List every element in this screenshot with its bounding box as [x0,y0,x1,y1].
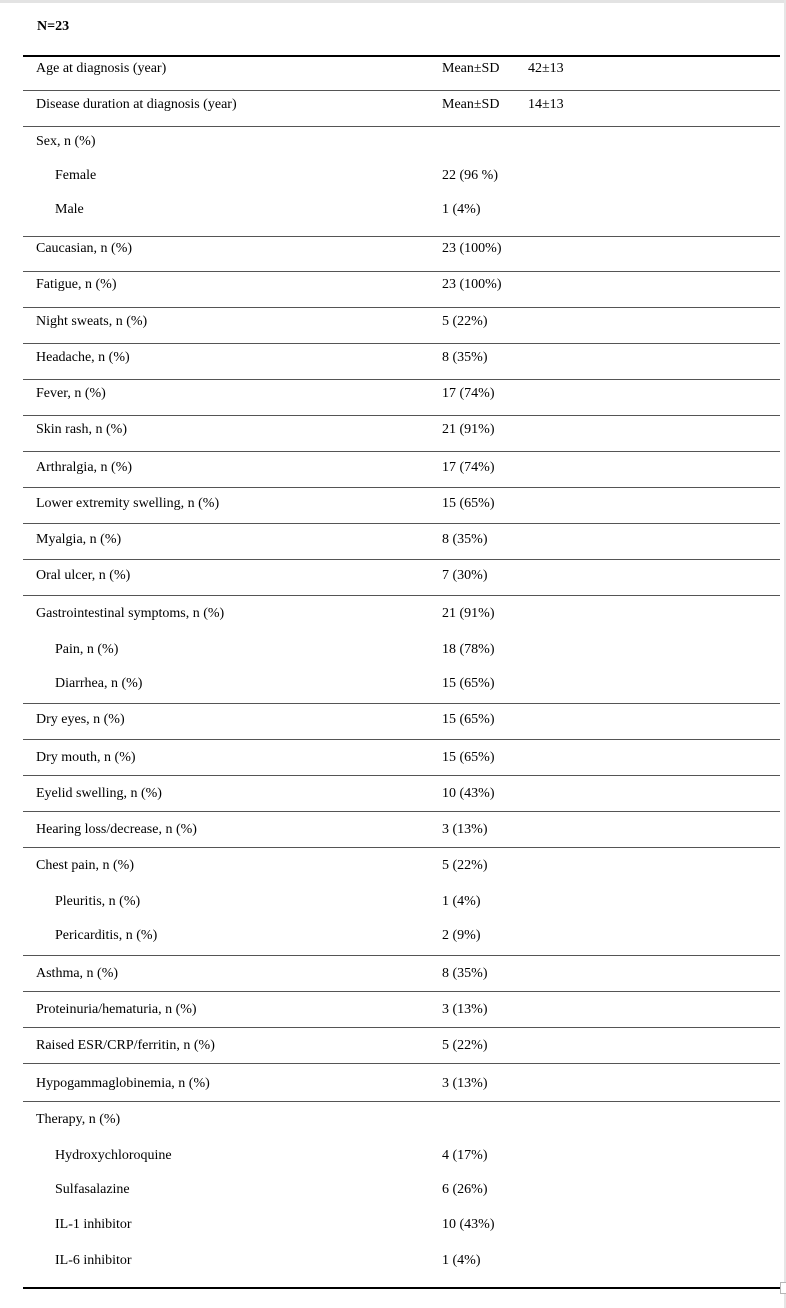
row-label: Raised ESR/CRP/ferritin, n (%) [36,1038,215,1053]
row-divider [23,739,780,740]
row-divider [23,307,780,308]
row-label: Dry eyes, n (%) [36,712,125,727]
row-divider [23,236,780,237]
row-value: 1 (4%) [442,202,481,217]
row-value: 8 (35%) [442,350,488,365]
row-value: 5 (22%) [442,858,488,873]
row-divider [23,343,780,344]
row-value: 1 (4%) [442,1253,481,1268]
table-bottom-rule [23,1287,780,1289]
row-label: IL-1 inhibitor [55,1217,132,1232]
row-value: 1 (4%) [442,894,481,909]
row-label: Eyelid swelling, n (%) [36,786,162,801]
row-label: Oral ulcer, n (%) [36,568,131,583]
row-label: Caucasian, n (%) [36,241,133,256]
row-value: 15 (65%) [442,712,495,727]
row-stat: Mean±SD [442,97,500,112]
row-divider [23,415,780,416]
row-label: Myalgia, n (%) [36,532,122,547]
row-value: 6 (26%) [442,1182,488,1197]
row-value: 15 (65%) [442,676,495,691]
row-label: Proteinuria/hematuria, n (%) [36,1002,197,1017]
row-label: Night sweats, n (%) [36,314,148,329]
row-label: Pleuritis, n (%) [55,894,141,909]
row-value: 23 (100%) [442,277,502,292]
row-divider [23,271,780,272]
row-divider [23,775,780,776]
row-value: 15 (65%) [442,496,495,511]
row-label: Pain, n (%) [55,642,119,657]
row-divider [23,1027,780,1028]
row-value: 10 (43%) [442,786,495,801]
row-value: 22 (96 %) [442,168,498,183]
row-value: 10 (43%) [442,1217,495,1232]
row-label: Disease duration at diagnosis (year) [36,97,237,112]
row-value: 3 (13%) [442,822,488,837]
row-label: Gastrointestinal symptoms, n (%) [36,606,225,621]
row-label: Arthralgia, n (%) [36,460,133,475]
row-value: 18 (78%) [442,642,495,657]
row-divider [23,379,780,380]
row-label: Fatigue, n (%) [36,277,117,292]
row-value: 3 (13%) [442,1002,488,1017]
row-label: Female [55,168,97,183]
row-value: 17 (74%) [442,386,495,401]
row-label: Hypogammaglobinemia, n (%) [36,1076,210,1091]
row-divider [23,811,780,812]
row-label: Asthma, n (%) [36,966,119,981]
row-divider [23,487,780,488]
row-label: Sex, n (%) [36,134,96,149]
row-label: Age at diagnosis (year) [36,61,167,76]
row-divider [23,1063,780,1064]
row-stat: Mean±SD [442,61,500,76]
row-divider [23,955,780,956]
row-value: 21 (91%) [442,606,495,621]
row-value: 3 (13%) [442,1076,488,1091]
row-value: 21 (91%) [442,422,495,437]
row-divider [23,1101,780,1102]
table-top-rule [23,55,780,57]
row-label: Fever, n (%) [36,386,106,401]
row-value: 2 (9%) [442,928,481,943]
row-value: 8 (35%) [442,966,488,981]
resize-handle-icon[interactable] [780,1282,786,1294]
row-divider [23,90,780,91]
row-divider [23,126,780,127]
row-label: Lower extremity swelling, n (%) [36,496,220,511]
row-divider [23,991,780,992]
row-divider [23,559,780,560]
row-label: Hydroxychloroquine [55,1148,172,1163]
row-label: Sulfasalazine [55,1182,130,1197]
row-label: Chest pain, n (%) [36,858,134,873]
row-value: 7 (30%) [442,568,488,583]
row-value: 42±13 [528,61,564,76]
row-value: 5 (22%) [442,314,488,329]
row-divider [23,595,780,596]
row-value: 8 (35%) [442,532,488,547]
row-label: Therapy, n (%) [36,1112,121,1127]
row-divider [23,451,780,452]
top-border [0,0,786,3]
row-value: 5 (22%) [442,1038,488,1053]
row-divider [23,847,780,848]
row-value: 23 (100%) [442,241,502,256]
row-value: 4 (17%) [442,1148,488,1163]
row-label: Male [55,202,84,217]
row-label: Diarrhea, n (%) [55,676,143,691]
table-title: N=23 [37,19,70,34]
row-divider [23,523,780,524]
row-label: Dry mouth, n (%) [36,750,136,765]
row-label: IL-6 inhibitor [55,1253,132,1268]
row-value: 17 (74%) [442,460,495,475]
row-label: Headache, n (%) [36,350,130,365]
row-value: 14±13 [528,97,564,112]
row-divider [23,703,780,704]
row-label: Skin rash, n (%) [36,422,127,437]
row-label: Pericarditis, n (%) [55,928,158,943]
row-label: Hearing loss/decrease, n (%) [36,822,197,837]
row-value: 15 (65%) [442,750,495,765]
